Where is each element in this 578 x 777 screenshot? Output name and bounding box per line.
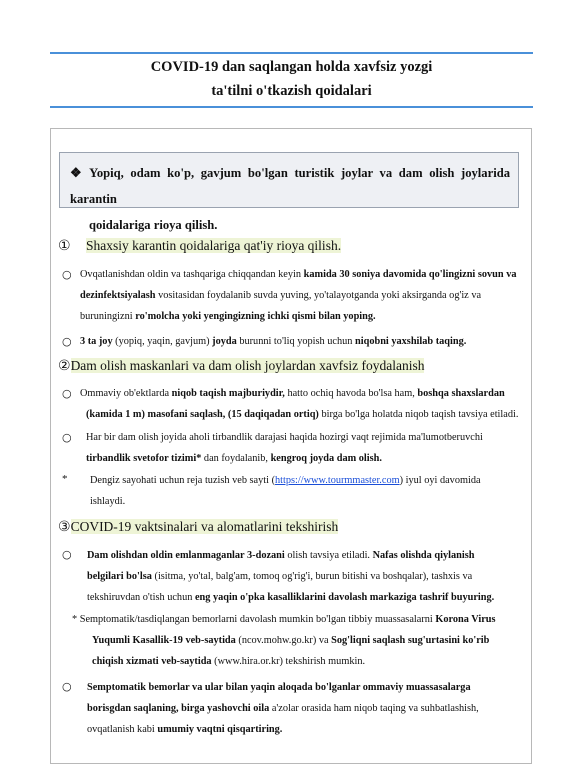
text: Dengiz sayohati uchun reja tuzish veb sayti ( bbox=[90, 475, 276, 486]
text-bold: (kamida 1 m) masofani saqlash, (15 daqiqadan ortiq) bbox=[86, 409, 319, 420]
s2-paragraph-1 bbox=[80, 383, 530, 425]
bullet-icon: ○ bbox=[62, 680, 72, 693]
text-bold: tirbandlik svetofor tizimi* bbox=[86, 453, 202, 464]
text: a'zolar orasida ham niqob taqing va suhbatlashish, bbox=[269, 703, 479, 714]
text: ) iyul oyi davomida bbox=[399, 475, 481, 486]
text: dan foydalanib, bbox=[201, 453, 271, 464]
text: (isitma, yo'tal, balg'am, tomoq og'rig'i, burun bitishi va boshqalar), tashxis va bbox=[151, 571, 473, 582]
text-bold: borisgdan saqlaning, birga yashovchi oila bbox=[87, 703, 270, 714]
text-bold: belgilari bo'lsa bbox=[87, 571, 152, 582]
text: (www.hira.or.kr) tekshirish mumkin. bbox=[211, 656, 366, 667]
text: buruningizni bbox=[80, 311, 136, 322]
header-top-rule bbox=[50, 52, 533, 54]
text: birga bo'lga holatda niqob taqish tavsiya etiladi. bbox=[318, 409, 519, 420]
text: vositasidan foydalanib suvda yuving, yo'talayotganda yoki aksirganda og'iz va bbox=[155, 290, 482, 301]
section-2-number: ② bbox=[58, 358, 71, 374]
text-bold: niqob taqish majburiydir, bbox=[171, 388, 285, 399]
bullet-icon: ○ bbox=[62, 387, 72, 400]
text-bold: 3 ta joy bbox=[80, 336, 113, 347]
text-bold: umumiy vaqtni qisqartiring. bbox=[157, 724, 283, 735]
header-bottom-rule bbox=[50, 106, 533, 108]
bullet-icon: ○ bbox=[62, 335, 72, 348]
text: burunni to'liq yopish uchun bbox=[236, 336, 356, 347]
diamond-bullet-icon: ❖ bbox=[70, 165, 86, 180]
s1-paragraph-1 bbox=[80, 264, 527, 327]
text: Har bir dam olish joyida aholi tirbandlik darajasi haqida hozirgi vaqt rejimida ma'lumotberuvchi bbox=[86, 432, 483, 443]
text-bold: Nafas olishda qiylanish bbox=[372, 550, 475, 561]
bullet-icon: ○ bbox=[62, 431, 72, 444]
section-3-number: ③ bbox=[58, 519, 71, 535]
s3-paragraph-3 bbox=[87, 677, 529, 740]
bullet-icon: ○ bbox=[62, 548, 72, 561]
text-bold: kengroq joyda dam olish. bbox=[270, 453, 382, 464]
s2-paragraph-2 bbox=[86, 427, 530, 469]
text-bold: chiqish xizmati veb-saytida bbox=[92, 656, 212, 667]
s1-paragraph-2 bbox=[80, 331, 527, 352]
s3-paragraph-2 bbox=[72, 609, 529, 672]
callout-line2: qoidalariga rioya qilish. bbox=[89, 218, 218, 232]
text: (yopiq, yaqin, gavjum) bbox=[112, 336, 213, 347]
text-bold: ro'molcha yoki yengingizning ichki qismi bilan yoping. bbox=[135, 311, 376, 322]
text: Ommaviy ob'ektlarda bbox=[80, 388, 172, 399]
s2-paragraph-3 bbox=[90, 470, 530, 512]
section-1-number: ① bbox=[58, 238, 71, 254]
text-bold: boshqa shaxslardan bbox=[417, 388, 505, 399]
section-1-heading bbox=[58, 236, 341, 256]
text-bold: Korona Virus bbox=[435, 614, 496, 625]
text-bold: Yuqumli Kasallik-19 veb-saytida bbox=[92, 635, 236, 646]
text-bold: joyda bbox=[212, 336, 237, 347]
text-bold: Semptomatik bemorlar va ular bilan yaqin aloqada bo'lganlar ommaviy muassasalarga bbox=[87, 682, 471, 693]
page-title-line1: COVID-19 dan saqlangan holda xavfsiz yozgi bbox=[150, 59, 433, 75]
text: olish tavsiya etiladi. bbox=[284, 550, 373, 561]
section-2-heading bbox=[58, 356, 424, 376]
section-1-title: Shaxsiy karantin qoidalariga qat'iy rioya qilish. bbox=[85, 238, 342, 253]
section-2-title: Dam olish maskanlari va dam olish joylardan xavfsiz foydalanish bbox=[70, 358, 425, 373]
text: ishlaydi. bbox=[90, 496, 126, 507]
text: (ncov.mohw.go.kr) va bbox=[235, 635, 332, 646]
callout-line1: Yopiq, odam ko'p, gavjum bo'lgan turistik joylar va dam olish joylarida karantin bbox=[70, 166, 510, 206]
section-3-heading bbox=[58, 517, 338, 537]
text: hatto ochiq havoda bo'lsa ham, bbox=[284, 388, 418, 399]
bullet-icon: ○ bbox=[62, 268, 72, 281]
text: tekshiruvdan o'tish uchun bbox=[87, 592, 195, 603]
page-title-line2: ta'tilni o'tkazish qoidalari bbox=[211, 83, 372, 99]
text-bold: niqobni yaxshilab taqing. bbox=[355, 336, 467, 347]
callout-box bbox=[59, 152, 519, 232]
text-bold: Sog'liqni saqlash sug'urtasini ko'rib bbox=[331, 635, 490, 646]
text: * Semptomatik/tasdiqlangan bemorlarni davolash mumkin bo'lgan tibbiy muassasalarni bbox=[72, 614, 436, 625]
text-bold: eng yaqin o'pka kasalliklarini davolash markaziga tashrif buyuring. bbox=[194, 592, 495, 603]
tourmmaster-link[interactable]: https://www.tourmmaster.com bbox=[275, 475, 400, 486]
text-bold: kamida 30 soniya davomida qo'lingizni sovun va bbox=[303, 269, 517, 280]
text: ovqatlanish kabi bbox=[87, 724, 158, 735]
section-3-title: COVID-19 vaktsinalari va alomatlarini tekshirish bbox=[70, 519, 339, 534]
footnote-star: * bbox=[62, 473, 68, 485]
text-bold: Dam olishdan oldin emlanmaganlar 3-dozani bbox=[87, 550, 285, 561]
s3-paragraph-1 bbox=[87, 545, 529, 608]
text-bold: dezinfektsiyalash bbox=[80, 290, 156, 301]
text: Ovqatlanishdan oldin va tashqariga chiqqandan keyin bbox=[80, 269, 304, 280]
